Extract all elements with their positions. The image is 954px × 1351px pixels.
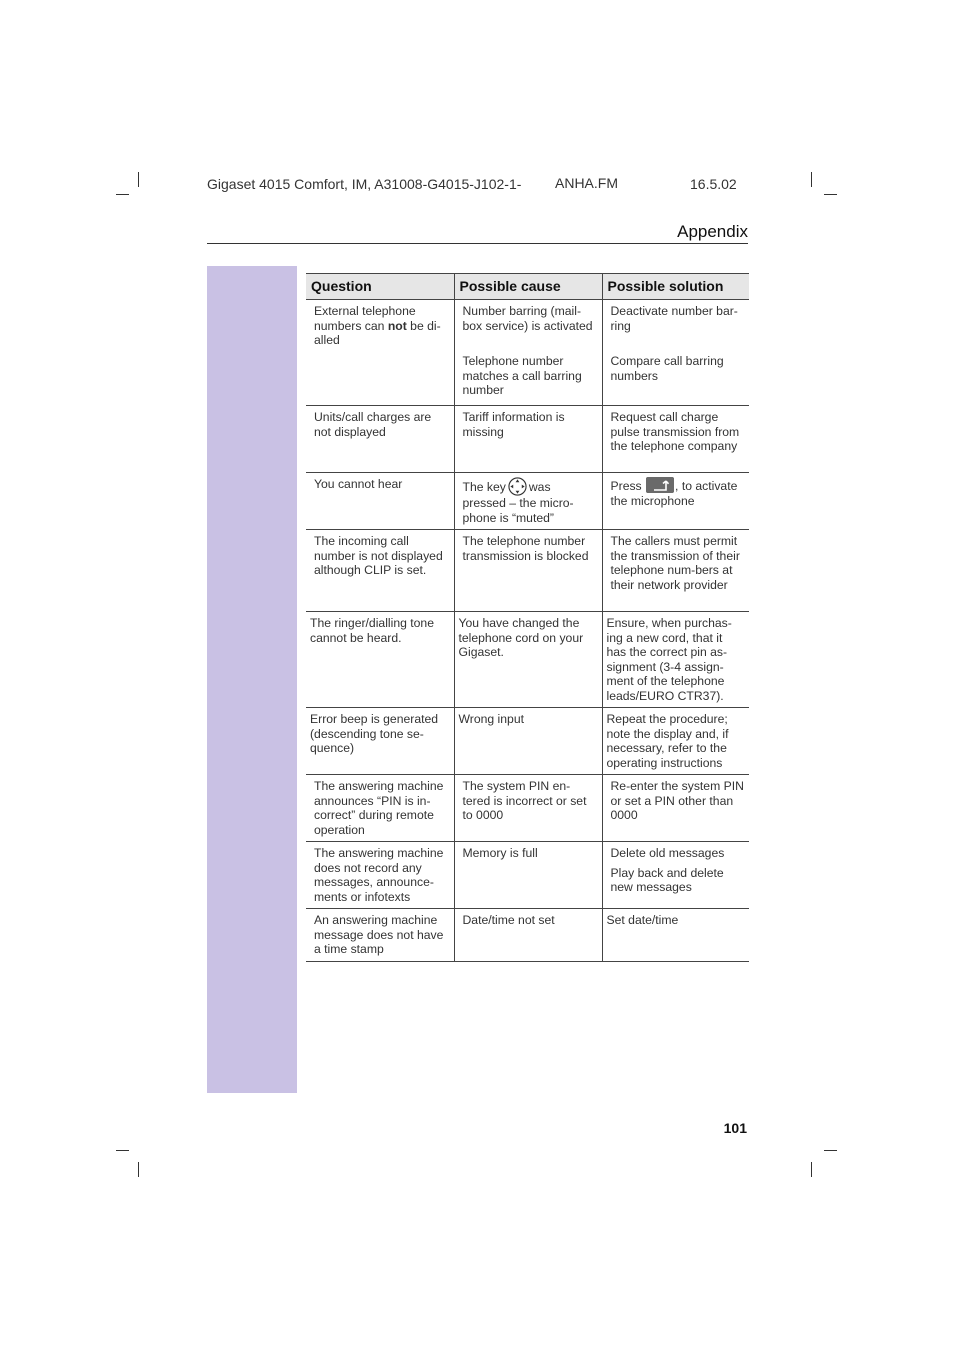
solution-cell: Repeat the procedure; note the display and, if necessary, refer to the operating instructions bbox=[602, 708, 749, 775]
cause-cell: The telephone number transmission is blocked bbox=[454, 530, 602, 612]
sidebar-band bbox=[207, 266, 297, 1093]
display-key-icon bbox=[646, 477, 674, 493]
cause-cell: The system PIN en-tered is incorrect or set to 0000 bbox=[454, 775, 602, 842]
cause-cell: Memory is full bbox=[454, 842, 602, 909]
navigation-key-icon bbox=[508, 477, 527, 496]
solution-cell: Ensure, when purchas-ing a new cord, that it has the correct pin as-signment (3-4 assign-ment of the telephone leads/EURO CTR37). bbox=[602, 612, 749, 708]
table-row bbox=[306, 909, 749, 962]
question-cell: Units/call charges are not displayed bbox=[306, 406, 454, 473]
crop-mark bbox=[116, 194, 129, 195]
solution-cell: Request call charge pulse transmission from the telephone company bbox=[602, 406, 749, 473]
table-row bbox=[306, 708, 749, 775]
solution-text: Deactivate number bar-ring bbox=[610, 304, 738, 333]
table-row bbox=[306, 842, 749, 909]
solution-text: Compare call barring numbers bbox=[610, 354, 724, 383]
crop-mark bbox=[138, 1162, 139, 1177]
question-cell: An answering machine message does not have a time stamp bbox=[306, 909, 454, 962]
cause-text: The key bbox=[462, 480, 506, 494]
cause-text: was pressed – the micro-phone is “muted” bbox=[462, 480, 574, 525]
solution-cell: Set date/time bbox=[602, 909, 749, 962]
table-row bbox=[306, 775, 749, 842]
cause-cell: Date/time not set bbox=[454, 909, 602, 962]
solution-cell bbox=[602, 300, 749, 406]
column-header-solution: Possible solution bbox=[602, 274, 749, 300]
solution-text: , to activate the microphone bbox=[610, 479, 738, 508]
question-cell: The answering machine does not record any messages, announce-ments or infotexts bbox=[306, 842, 454, 909]
question-bold-text: not bbox=[387, 318, 407, 333]
section-title: Appendix bbox=[677, 222, 748, 241]
cause-text: Number barring (mail-box service) is activated bbox=[462, 304, 593, 333]
page-number: 101 bbox=[723, 1120, 747, 1136]
crop-mark bbox=[824, 194, 837, 195]
table-row bbox=[306, 530, 749, 612]
troubleshooting-table bbox=[306, 273, 749, 962]
table-row bbox=[306, 300, 749, 406]
solution-text: Delete old messages bbox=[610, 846, 725, 860]
cause-cell: Wrong input bbox=[454, 708, 602, 775]
table-row bbox=[306, 612, 749, 708]
crop-mark bbox=[116, 1150, 129, 1151]
crop-mark bbox=[824, 1150, 837, 1151]
header-file-name: ANHA.FM bbox=[555, 175, 618, 191]
solution-cell: Re-enter the system PIN or set a PIN other than 0000 bbox=[602, 775, 749, 842]
header-doc-id: Gigaset 4015 Comfort, IM, A31008-G4015-J102-1- bbox=[207, 176, 522, 192]
column-header-cause: Possible cause bbox=[454, 274, 602, 300]
crop-mark bbox=[811, 172, 812, 187]
table-row bbox=[306, 406, 749, 473]
cause-cell: Tariff information is missing bbox=[454, 406, 602, 473]
cause-cell bbox=[454, 300, 602, 406]
cause-cell bbox=[454, 473, 602, 530]
question-cell: You cannot hear bbox=[306, 473, 454, 530]
solution-cell bbox=[602, 842, 749, 909]
cause-text: Telephone number matches a call barring number bbox=[462, 354, 582, 397]
crop-mark bbox=[138, 172, 139, 187]
solution-text: Play back and delete new messages bbox=[610, 865, 724, 894]
question-cell: The answering machine announces “PIN is in-correct” during remote operation bbox=[306, 775, 454, 842]
column-header-question: Question bbox=[306, 274, 454, 300]
question-cell: The incoming call number is not displayed although CLIP is set. bbox=[306, 530, 454, 612]
header-rule bbox=[207, 243, 748, 244]
crop-mark bbox=[811, 1162, 812, 1177]
question-cell: Error beep is generated (descending tone se-quence) bbox=[306, 708, 454, 775]
header-date: 16.5.02 bbox=[690, 176, 737, 192]
table-row bbox=[306, 473, 749, 530]
question-text: be di-alled bbox=[314, 318, 441, 347]
question-text: External telephone numbers can bbox=[314, 304, 416, 333]
solution-text: Press bbox=[610, 479, 642, 493]
solution-cell: The callers must permit the transmission of their telephone num-bers at their network provider bbox=[602, 530, 749, 612]
question-cell: The ringer/dialling tone cannot be heard. bbox=[306, 612, 454, 708]
solution-cell bbox=[602, 473, 749, 530]
table-header-row bbox=[306, 274, 749, 300]
question-cell bbox=[306, 300, 454, 406]
cause-cell: You have changed the telephone cord on your Gigaset. bbox=[454, 612, 602, 708]
